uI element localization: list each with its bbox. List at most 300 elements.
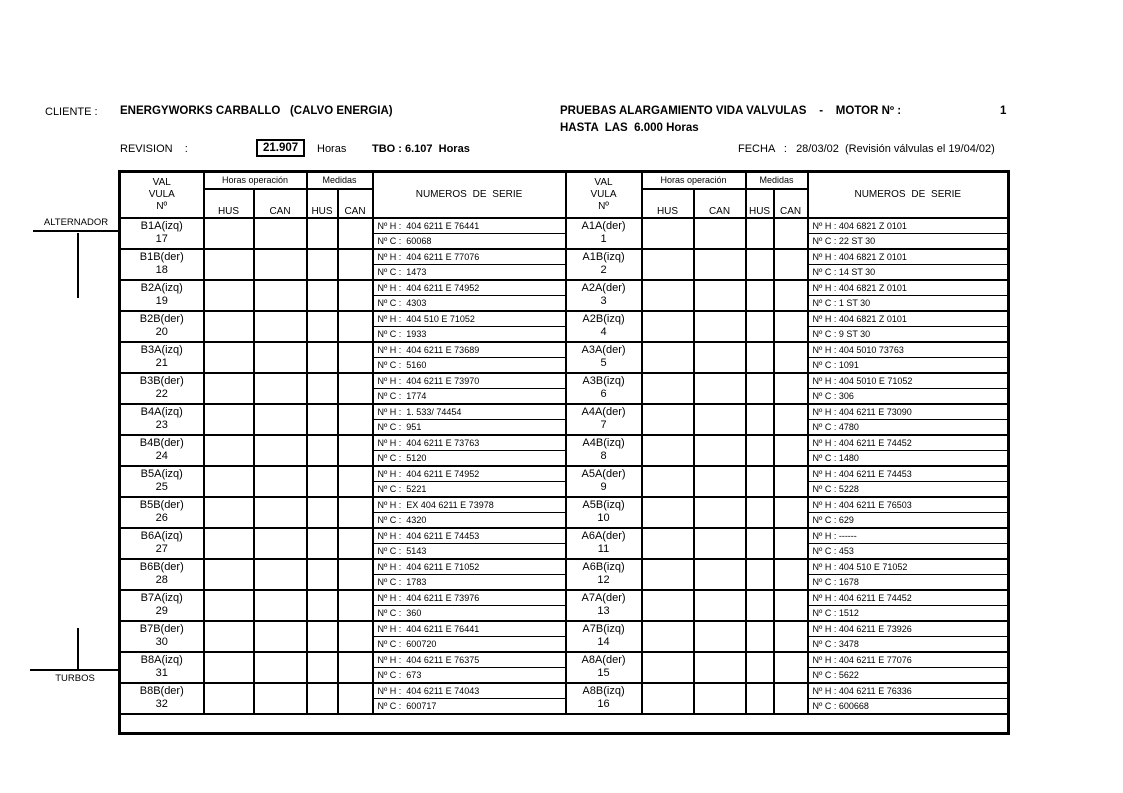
motor-number: 1: [1000, 105, 1007, 117]
can-measure-cell-left: [338, 559, 373, 590]
serial-number-c: Nº C : 1678: [812, 576, 859, 587]
can-hours-cell-right: [694, 590, 746, 621]
can-hours-cell-right: [694, 497, 746, 528]
col-header-can-hours-right: CAN: [694, 189, 746, 218]
serial-number-c: Nº C : 600717: [377, 700, 437, 711]
valve-id-cell-right: [566, 435, 642, 466]
hus-hours-cell-left: [204, 652, 254, 683]
valve-label: A2A(der): [581, 281, 626, 294]
valve-number: 26: [155, 511, 168, 524]
hus-measure-cell-left: [307, 280, 338, 311]
valve-number: 7: [600, 418, 607, 431]
valve-id-cell-left: [120, 652, 204, 683]
valve-number: 16: [597, 697, 610, 710]
valve-number: 11: [597, 542, 610, 555]
valve-id-cell-left: [120, 559, 204, 590]
serial-number-h: Nº H : 404 6211 E 76375: [374, 653, 565, 668]
hus-measure-cell-right: [746, 590, 774, 621]
valve-label: A8A(der): [581, 653, 626, 666]
valve-label: B3A(izq): [140, 343, 183, 356]
can-hours-cell-right: [694, 373, 746, 404]
can-measure-cell-left: [338, 249, 373, 280]
serial-number-c: Nº C : 1480: [812, 452, 859, 463]
serial-number-c: Nº C : 1473: [377, 266, 427, 277]
serial-cell-right: [808, 249, 1009, 280]
can-hours-cell-right: [694, 435, 746, 466]
can-hours-cell-right: [694, 311, 746, 342]
valve-label: A1A(der): [581, 219, 626, 232]
valve-table-header: [120, 172, 1009, 218]
valve-label: B3B(der): [139, 374, 184, 387]
hus-hours-cell-right: [642, 249, 694, 280]
serial-number-h: Nº H : 404 6821 Z 0101: [809, 219, 1008, 234]
turbos-bracket-hline: [30, 669, 119, 671]
can-measure-cell-right: [774, 559, 808, 590]
serial-number-h: Nº H : 404 6821 Z 0101: [809, 281, 1008, 296]
can-hours-cell-right: [694, 404, 746, 435]
valve-id-cell-left: [120, 342, 204, 373]
valve-number: 24: [155, 449, 168, 462]
can-hours-cell-left: [254, 652, 307, 683]
valve-label: B7B(der): [139, 622, 184, 635]
valve-number: 32: [155, 697, 168, 710]
serial-cell-left: [373, 528, 566, 559]
hus-hours-cell-right: [642, 528, 694, 559]
serial-number-h: Nº H : 404 6211 E 73689: [374, 343, 565, 358]
col-header-valve-left: [120, 172, 204, 218]
can-measure-cell-right: [774, 404, 808, 435]
table-row: [120, 497, 1009, 528]
serial-cell-left: [373, 280, 566, 311]
hus-hours-cell-left: [204, 249, 254, 280]
can-measure-cell-right: [774, 373, 808, 404]
table-row: [120, 280, 1009, 311]
hus-measure-cell-left: [307, 342, 338, 373]
serial-number-h: Nº H : 404 6211 E 73970: [374, 374, 565, 389]
can-measure-cell-right: [774, 466, 808, 497]
valve-table-body: [120, 218, 1009, 714]
valve-id-cell-left: [120, 466, 204, 497]
table-row: [120, 621, 1009, 652]
hus-hours-cell-left: [204, 373, 254, 404]
serial-number-h: Nº H : 404 6211 E 76336: [809, 684, 1008, 699]
valve-header-line2: VULA: [590, 188, 617, 200]
serial-number-c: Nº C : 5228: [812, 483, 859, 494]
can-measure-cell-left: [338, 311, 373, 342]
hus-hours-cell-left: [204, 683, 254, 714]
hus-hours-cell-left: [204, 466, 254, 497]
valve-id-cell-right: [566, 683, 642, 714]
hus-measure-cell-right: [746, 466, 774, 497]
serial-number-c: Nº C : 600720: [377, 638, 437, 649]
serial-number-c: Nº C : 5120: [377, 452, 427, 463]
hus-hours-cell-right: [642, 342, 694, 373]
valve-id-cell-left: [120, 249, 204, 280]
table-row: [120, 218, 1009, 249]
can-hours-cell-right: [694, 683, 746, 714]
serial-cell-left: [373, 683, 566, 714]
can-hours-cell-left: [254, 528, 307, 559]
hus-hours-cell-right: [642, 280, 694, 311]
can-hours-cell-right: [694, 218, 746, 249]
hus-measure-cell-right: [746, 683, 774, 714]
hus-measure-cell-right: [746, 528, 774, 559]
hus-measure-cell-left: [307, 590, 338, 621]
serial-cell-left: [373, 559, 566, 590]
valve-label: A5B(izq): [582, 498, 625, 511]
serial-number-h: Nº H : 404 6211 E 74453: [809, 467, 1008, 482]
hus-hours-cell-left: [204, 435, 254, 466]
hus-hours-cell-left: [204, 621, 254, 652]
can-hours-cell-right: [694, 621, 746, 652]
serial-cell-right: [808, 342, 1009, 373]
hus-hours-cell-right: [642, 404, 694, 435]
serial-cell-right: [808, 466, 1009, 497]
valve-label: B8B(der): [139, 684, 184, 697]
valve-id-cell-left: [120, 435, 204, 466]
serial-number-h: Nº H : 404 6821 Z 0101: [809, 312, 1008, 327]
table-row: [120, 311, 1009, 342]
hus-measure-cell-right: [746, 280, 774, 311]
hus-hours-cell-right: [642, 435, 694, 466]
revision-unit: Horas: [317, 143, 347, 155]
hus-measure-cell-left: [307, 559, 338, 590]
table-row: [120, 590, 1009, 621]
can-measure-cell-left: [338, 280, 373, 311]
serial-number-h: Nº H : 404 6211 E 77076: [809, 653, 1008, 668]
can-measure-cell-left: [338, 652, 373, 683]
can-measure-cell-left: [338, 497, 373, 528]
hus-hours-cell-left: [204, 218, 254, 249]
table-row: [120, 249, 1009, 280]
table-row: [120, 528, 1009, 559]
can-measure-cell-left: [338, 683, 373, 714]
serial-number-c: Nº C : 629: [812, 514, 854, 525]
can-hours-cell-right: [694, 249, 746, 280]
hus-measure-cell-right: [746, 497, 774, 528]
hus-measure-cell-right: [746, 404, 774, 435]
hus-measure-cell-right: [746, 373, 774, 404]
serial-number-c: Nº C : 5143: [377, 545, 427, 556]
serial-number-h: Nº H : 404 510 E 71052: [374, 312, 565, 327]
cliente-value: ENERGYWORKS CARBALLO (CALVO ENERGIA): [120, 105, 393, 117]
can-hours-cell-left: [254, 249, 307, 280]
valve-id-cell-left: [120, 497, 204, 528]
serial-cell-left: [373, 373, 566, 404]
serial-number-h: Nº H : EX 404 6211 E 73978: [374, 498, 565, 513]
serial-number-c: Nº C : 360: [377, 607, 422, 618]
serial-number-c: Nº C : 306: [812, 390, 854, 401]
hus-hours-cell-left: [204, 528, 254, 559]
serial-number-h: Nº H : 404 6211 E 73763: [374, 436, 565, 451]
col-header-horas-operacion-right: Horas operación: [642, 172, 746, 189]
valve-id-cell-right: [566, 590, 642, 621]
valve-number: 30: [155, 635, 168, 648]
can-measure-cell-right: [774, 652, 808, 683]
document-title-line2: HASTA LAS 6.000 Horas: [560, 122, 699, 134]
serial-number-h: Nº H : 1. 533/ 74454: [374, 405, 565, 420]
hus-measure-cell-left: [307, 466, 338, 497]
valve-id-cell-left: [120, 218, 204, 249]
can-hours-cell-left: [254, 373, 307, 404]
can-hours-cell-right: [694, 559, 746, 590]
valve-label: A8B(izq): [582, 684, 625, 697]
valve-number: 19: [155, 294, 168, 307]
serial-number-h: Nº H : 404 6211 E 74952: [374, 467, 565, 482]
hus-measure-cell-right: [746, 652, 774, 683]
serial-number-c: Nº C : 951: [377, 421, 422, 432]
valve-id-cell-right: [566, 652, 642, 683]
hus-hours-cell-right: [642, 652, 694, 683]
valve-id-cell-right: [566, 342, 642, 373]
valve-number: 1: [600, 232, 607, 245]
can-hours-cell-right: [694, 342, 746, 373]
serial-number-c: Nº C : 1774: [377, 390, 427, 401]
valve-label: B8A(izq): [140, 653, 183, 666]
serial-cell-left: [373, 435, 566, 466]
col-header-can-hours-left: CAN: [254, 189, 307, 218]
hus-measure-cell-left: [307, 218, 338, 249]
serial-number-h: Nº H : 404 6211 E 73926: [809, 622, 1008, 637]
can-measure-cell-left: [338, 342, 373, 373]
can-measure-cell-left: [338, 373, 373, 404]
empty-bottom-row: [120, 714, 1009, 734]
can-hours-cell-left: [254, 311, 307, 342]
can-hours-cell-right: [694, 652, 746, 683]
hus-hours-cell-left: [204, 342, 254, 373]
valve-label: A3B(izq): [582, 374, 625, 387]
valve-id-cell-right: [566, 497, 642, 528]
hus-measure-cell-right: [746, 311, 774, 342]
serial-number-h: Nº H : 404 6211 E 76441: [374, 622, 565, 637]
serial-number-h: Nº H : 404 6211 E 74453: [374, 529, 565, 544]
valve-id-cell-left: [120, 404, 204, 435]
valve-id-cell-right: [566, 528, 642, 559]
valve-id-cell-right: [566, 311, 642, 342]
valve-id-cell-left: [120, 311, 204, 342]
serial-number-c: Nº C : 600668: [812, 700, 869, 711]
valve-label: B4A(izq): [140, 405, 183, 418]
can-measure-cell-left: [338, 218, 373, 249]
col-header-numeros-serie-right: NUMEROS DE SERIE: [808, 172, 1009, 218]
can-measure-cell-right: [774, 590, 808, 621]
serial-cell-right: [808, 280, 1009, 311]
serial-cell-right: [808, 404, 1009, 435]
hus-measure-cell-right: [746, 435, 774, 466]
valve-number: 6: [600, 387, 607, 400]
col-header-medidas-left: Medidas: [307, 172, 373, 189]
hus-measure-cell-right: [746, 621, 774, 652]
serial-number-c: Nº C : 1933: [377, 328, 427, 339]
serial-number-c: Nº C : 22 ST 30: [812, 235, 876, 246]
hus-measure-cell-left: [307, 249, 338, 280]
can-measure-cell-right: [774, 497, 808, 528]
can-hours-cell-right: [694, 528, 746, 559]
serial-cell-left: [373, 621, 566, 652]
serial-cell-right: [808, 311, 1009, 342]
can-hours-cell-left: [254, 280, 307, 311]
revision-label: REVISION :: [120, 143, 188, 155]
valve-header-line3: Nº: [156, 200, 168, 212]
valve-id-cell-left: [120, 528, 204, 559]
can-hours-cell-left: [254, 404, 307, 435]
valve-number: 12: [597, 573, 610, 586]
valve-number: 25: [155, 480, 168, 493]
valve-number: 17: [155, 232, 168, 245]
valve-number: 2: [600, 263, 607, 276]
valve-id-cell-right: [566, 621, 642, 652]
col-header-hus-measures-right: HUS: [746, 189, 774, 218]
hus-hours-cell-left: [204, 590, 254, 621]
valve-number: 8: [600, 449, 607, 462]
valve-number: 18: [155, 263, 168, 276]
serial-number-c: Nº C : 5622: [812, 669, 859, 680]
hus-measure-cell-left: [307, 528, 338, 559]
valve-id-cell-right: [566, 280, 642, 311]
tbo-value: TBO : 6.107 Horas: [372, 143, 470, 155]
valve-label: A5A(der): [581, 467, 626, 480]
can-measure-cell-right: [774, 218, 808, 249]
serial-cell-right: [808, 218, 1009, 249]
serial-number-c: Nº C : 9 ST 30: [812, 328, 871, 339]
can-hours-cell-left: [254, 435, 307, 466]
valve-header-line3: Nº: [598, 200, 609, 212]
valve-label: B5A(izq): [140, 467, 183, 480]
hus-hours-cell-left: [204, 559, 254, 590]
serial-cell-left: [373, 497, 566, 528]
valve-label: A6A(der): [581, 529, 626, 542]
hus-hours-cell-right: [642, 621, 694, 652]
valve-id-cell-right: [566, 373, 642, 404]
table-row: [120, 466, 1009, 497]
serial-number-c: Nº C : 453: [812, 545, 854, 556]
can-measure-cell-right: [774, 311, 808, 342]
table-row: [120, 559, 1009, 590]
can-hours-cell-left: [254, 342, 307, 373]
serial-number-h: Nº H : 404 6211 E 74452: [809, 591, 1008, 606]
col-header-valve-right: [566, 172, 642, 218]
valve-id-cell-left: [120, 373, 204, 404]
alternador-bracket-line: [77, 233, 79, 298]
col-header-hus-hours-right: HUS: [642, 189, 694, 218]
table-row: [120, 342, 1009, 373]
can-measure-cell-right: [774, 621, 808, 652]
valve-number: 4: [600, 325, 607, 338]
hus-measure-cell-left: [307, 621, 338, 652]
serial-number-c: Nº C : 1783: [377, 576, 427, 587]
serial-number-c: Nº C : 3478: [812, 638, 859, 649]
valve-header-line1: VAL: [152, 176, 171, 188]
serial-cell-left: [373, 404, 566, 435]
valve-number: 5: [600, 356, 607, 369]
valve-label: A6B(izq): [582, 560, 625, 573]
hus-measure-cell-left: [307, 683, 338, 714]
serial-number-c: Nº C : 4780: [812, 421, 859, 432]
valve-label: A3A(der): [581, 343, 626, 356]
serial-cell-left: [373, 311, 566, 342]
can-measure-cell-right: [774, 342, 808, 373]
serial-number-c: Nº C : 60068: [377, 235, 432, 246]
table-row: [120, 683, 1009, 714]
valve-id-cell-left: [120, 621, 204, 652]
hus-hours-cell-right: [642, 373, 694, 404]
valve-number: 27: [155, 542, 168, 555]
valve-number: 29: [155, 604, 168, 617]
valve-table: [118, 170, 1010, 735]
can-measure-cell-left: [338, 466, 373, 497]
can-measure-cell-right: [774, 683, 808, 714]
valve-id-cell-right: [566, 466, 642, 497]
hus-hours-cell-right: [642, 218, 694, 249]
valve-number: 21: [155, 356, 168, 369]
valve-label: B1A(izq): [140, 219, 183, 232]
serial-number-h: Nº H : 404 6821 Z 0101: [809, 250, 1008, 265]
col-header-numeros-serie-left: NUMEROS DE SERIE: [373, 172, 566, 218]
hus-measure-cell-left: [307, 373, 338, 404]
valve-header-line1: VAL: [594, 176, 613, 188]
hus-measure-cell-right: [746, 249, 774, 280]
valve-label: B6A(izq): [140, 529, 183, 542]
hus-hours-cell-right: [642, 466, 694, 497]
serial-number-c: Nº C : 1091: [812, 359, 859, 370]
valve-number: 14: [597, 635, 610, 648]
hus-hours-cell-right: [642, 311, 694, 342]
valve-id-cell-right: [566, 249, 642, 280]
cliente-label: CLIENTE :: [45, 106, 98, 118]
table-row: [120, 652, 1009, 683]
hus-measure-cell-left: [307, 652, 338, 683]
hus-hours-cell-left: [204, 404, 254, 435]
serial-number-h: Nº H : ------: [809, 529, 1008, 544]
serial-number-h: Nº H : 404 6211 E 74043: [374, 684, 565, 699]
can-measure-cell-right: [774, 435, 808, 466]
can-measure-cell-right: [774, 280, 808, 311]
serial-number-c: Nº C : 14 ST 30: [812, 266, 876, 277]
hus-measure-cell-left: [307, 497, 338, 528]
valve-id-cell-left: [120, 683, 204, 714]
fecha-value: FECHA : 28/03/02 (Revisión válvulas el 19/04/02): [738, 143, 995, 155]
valve-label: A7B(izq): [582, 622, 625, 635]
can-hours-cell-left: [254, 559, 307, 590]
valve-label: B1B(der): [139, 250, 184, 263]
serial-cell-left: [373, 652, 566, 683]
hus-measure-cell-left: [307, 404, 338, 435]
serial-cell-left: [373, 342, 566, 373]
col-header-can-measures-left: CAN: [338, 189, 373, 218]
serial-cell-right: [808, 528, 1009, 559]
serial-cell-left: [373, 218, 566, 249]
table-row: [120, 435, 1009, 466]
can-measure-cell-right: [774, 249, 808, 280]
valve-label: A4B(izq): [582, 436, 625, 449]
serial-cell-right: [808, 559, 1009, 590]
hus-hours-cell-right: [642, 497, 694, 528]
document-title-line1: PRUEBAS ALARGAMIENTO VIDA VALVULAS - MOTOR Nº :: [560, 105, 902, 117]
valve-number: 31: [155, 666, 168, 679]
hus-hours-cell-left: [204, 497, 254, 528]
serial-number-h: Nº H : 404 6211 E 76503: [809, 498, 1008, 513]
hus-measure-cell-right: [746, 218, 774, 249]
hus-measure-cell-right: [746, 559, 774, 590]
valve-label: B7A(izq): [140, 591, 183, 604]
valve-label: A7A(der): [581, 591, 626, 604]
can-measure-cell-left: [338, 528, 373, 559]
serial-cell-right: [808, 683, 1009, 714]
can-measure-cell-left: [338, 435, 373, 466]
table-row: [120, 373, 1009, 404]
valve-number: 3: [600, 294, 607, 307]
valve-id-cell-right: [566, 404, 642, 435]
